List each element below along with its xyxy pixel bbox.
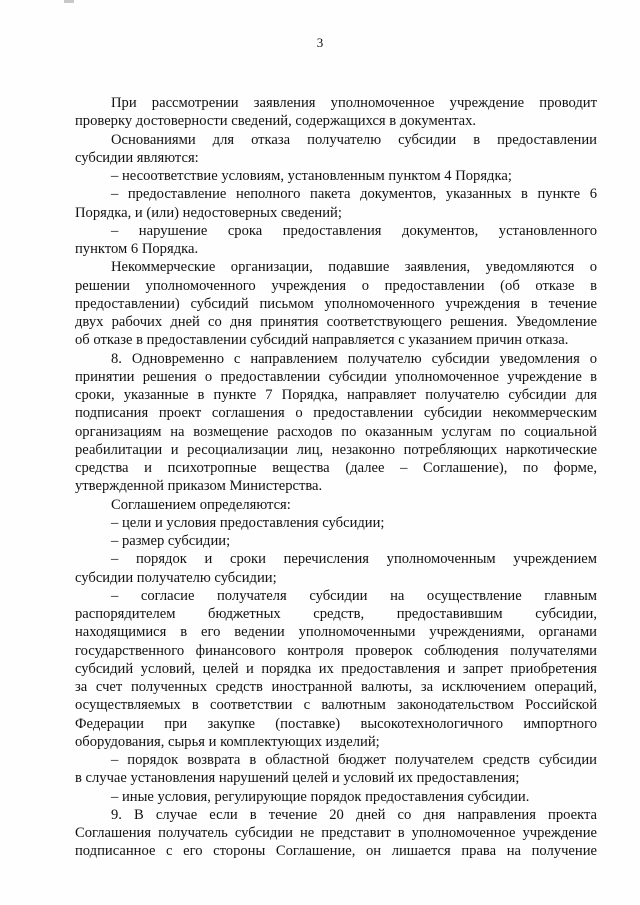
paragraph	[75, 222, 597, 259]
text-line: субсидии являются:	[75, 149, 199, 166]
text-line: Федерации при закупке (поставке) высокотехнологичного импортного	[75, 715, 597, 732]
text-line: подписанное с его стороны Соглашение, он лишается права на получение	[75, 843, 597, 860]
text-line: принятии решения о предоставлении субсидии уполномоченное учреждение в	[75, 368, 597, 385]
paragraph	[75, 94, 597, 131]
text-line: за счет полученных средств иностранной валюты, за исключением операций,	[75, 679, 597, 695]
text-line: организациям на возмещение расходов по оказанным услугам по социальной	[75, 423, 597, 440]
text-line: Соглашением определяются:	[111, 496, 291, 513]
text-line: – предоставление неполного пакета документов, указанных в пункте 6	[111, 186, 597, 203]
text-line: – порядок и сроки перечисления уполномоченным учреждением	[111, 551, 597, 568]
text-line: – иные условия, регулирующие порядок предоставления субсидии.	[111, 788, 530, 805]
paragraph	[75, 258, 597, 349]
paragraph	[75, 185, 597, 222]
text-line: – цели и условия предоставления субсидии;	[111, 514, 385, 531]
text-line: предоставлении) субсидий письмом уполномоченного учреждения в течение	[75, 295, 597, 312]
text-line: решении уполномоченного учреждения о предоставлении (об отказе в	[75, 277, 597, 294]
text-line: – согласие получателя субсидии на осуществление главным	[111, 587, 597, 604]
text-line: Порядка, и (или) недостоверных сведений;	[75, 204, 342, 221]
text-line: утвержденной приказом Министерства.	[75, 478, 323, 495]
paragraph	[75, 350, 597, 496]
paragraph	[75, 167, 597, 185]
text-line: оборудования, сырья и комплектующих изделий;	[75, 733, 380, 750]
page-number: 3	[316, 35, 324, 50]
text-line: субсидии получателю субсидии;	[75, 569, 277, 586]
text-line: распорядителем бюджетных средств, предоставившим субсидии,	[75, 606, 597, 622]
text-line: государственного финансового контроля проверок соблюдения получателями	[75, 642, 597, 659]
document-body	[75, 94, 597, 861]
text-line: об отказе в предоставлении субсидий направляется с указанием причин отказа.	[75, 332, 569, 349]
text-line: – размер субсидии;	[111, 533, 231, 549]
text-line: осуществляемых в соответствии с валютным законодательством Российской	[75, 697, 597, 714]
text-line: пунктом 6 Порядка.	[75, 241, 199, 257]
paragraph	[75, 131, 597, 168]
text-line: – порядок возврата в областной бюджет получателем средств субсидии	[111, 752, 597, 768]
text-line: проверку достоверности сведений, содержащихся в документах.	[75, 113, 477, 130]
text-line: – нарушение срока предоставления документов, установленного	[111, 222, 597, 239]
paragraph	[75, 496, 597, 514]
text-line: Соглашения получатель субсидии не представит в уполномоченное учреждение	[75, 825, 597, 841]
paragraph	[75, 751, 597, 788]
paragraph	[75, 532, 597, 550]
paragraph	[75, 587, 597, 751]
text-line: подписания проект соглашения о предоставлении субсидии некоммерческим	[75, 405, 597, 422]
text-line: двух рабочих дней со дня принятия соответствующего решения. Уведомление	[75, 314, 597, 330]
text-line: Основаниями для отказа получателю субсидии в предоставлении	[111, 131, 597, 148]
text-line: Некоммерческие организации, подавшие заявления, уведомляются о	[111, 259, 597, 276]
text-line: При рассмотрении заявления уполномоченное учреждение проводит	[111, 95, 597, 111]
text-line: 8. Одновременно с направлением получателю субсидии уведомления о	[111, 350, 597, 367]
text-line: 9. В случае если в течение 20 дней со дня направления проекта	[111, 806, 597, 823]
text-line: сроки, указанные в пункте 7 Порядка, направляет получателю субсидии для	[75, 387, 597, 403]
paragraph	[75, 514, 597, 532]
scan-artifact	[64, 0, 74, 3]
text-line: – несоответствие условиям, установленным пунктом 4 Порядка;	[111, 168, 512, 184]
text-line: в случае установления нарушений целей и условий их предоставления;	[75, 770, 520, 787]
paragraph	[75, 550, 597, 587]
paragraph	[75, 806, 597, 861]
text-line: находящимися в его ведении уполномоченными учреждениями, органами	[75, 624, 597, 641]
paragraph	[75, 788, 597, 806]
text-line: реабилитации и ресоциализации лиц, незаконно потребляющих наркотические	[75, 441, 597, 458]
text-line: средства и психотропные вещества (далее – Соглашение), по форме,	[75, 460, 597, 476]
text-line: субсидий условий, целей и порядка их предоставления и запрет приобретения	[75, 660, 597, 677]
